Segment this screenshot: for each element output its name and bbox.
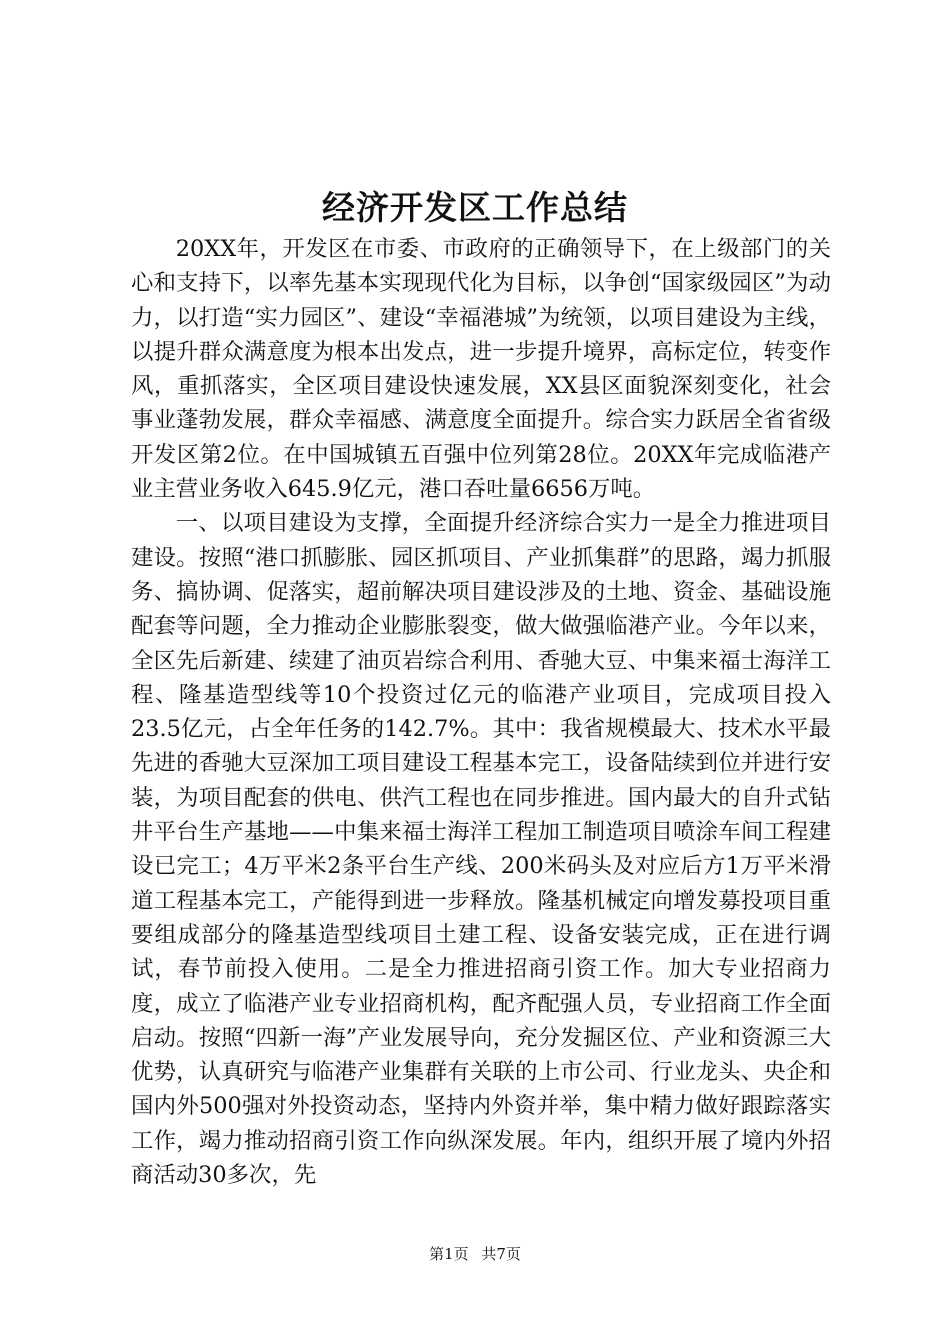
document-title: 经济开发区工作总结 [322,188,628,227]
paragraph-intro: 20XX年，开发区在市委、市政府的正确领导下，在上级部门的关心和支持下，以率先基本实现现代化为目标，以争创“国家级园区”为动力，以打造“实力园区”、建设“幸福港城”为统领，以项目建设为主线，以提升群众满意度为根本出发点，进一步提升境界，高标定位，转变作风，重抓落实，全区项目建设快速发展，XX县区面貌深刻变化，社会事业蓬勃发展，群众幸福感、满意度全面提升。综合实力跃居全省省级开发区第2位。在中国城镇五百强中位列第28位。20XX年完成临港产业主营业务收入645.9亿元，港口吞吐量6656万吨。 [131,236,831,503]
paragraph-section-one: 一、以项目建设为支撑，全面提升经济综合实力一是全力推进项目建设。按照“港口抓膨胀、园区抓项目、产业抓集群”的思路，竭力抓服务、搞协调、促落实，超前解决项目建设涉及的土地、资金、基础设施配套等问题，全力推动企业膨胀裂变，做大做强临港产业。今年以来，全区先后新建、续建了油页岩综合利用、香驰大豆、中集来福士海洋工程、隆基造型线等10个投资过亿元的临港产业项目，完成项目投入23.5亿元，占全年任务的142.7%。其中：我省规模最大、技术水平最先进的香驰大豆深加工项目建设工程基本完工，设备陆续到位并进行安装，为项目配套的供电、供汽工程也在同步推进。国内最大的自升式钻井平台生产基地——中集来福士海洋工程加工制造项目喷涂车间工程建设已完工；4万平米2条平台生产线、200米码头及对应后方1万平米滑道工程基本完工，产能得到进一步释放。隆基机械定向增发募投项目重要组成部分的隆基造型线项目土建工程、设备安装完成，正在进行调试，春节前投入使用。二是全力推进招商引资工作。加大专业招商力度，成立了临港产业专业招商机构，配齐配强人员，专业招商工作全面启动。按照“四新一海”产业发展导向，充分发掘区位、产业和资源三大优势，认真研究与临港产业集群有关联的上市公司、行业龙头、央企和国内外500强对外投资动态，坚持内外资并举，集中精力做好跟踪落实工作，竭力推动招商引资工作向纵深发展。年内，组织开展了境内外招商活动30多次，先 [131,510,831,1189]
page-number: 第1页 [429,1245,469,1263]
document-body [131,232,831,1192]
page-footer [0,1244,950,1264]
page-total: 共7页 [481,1245,521,1263]
